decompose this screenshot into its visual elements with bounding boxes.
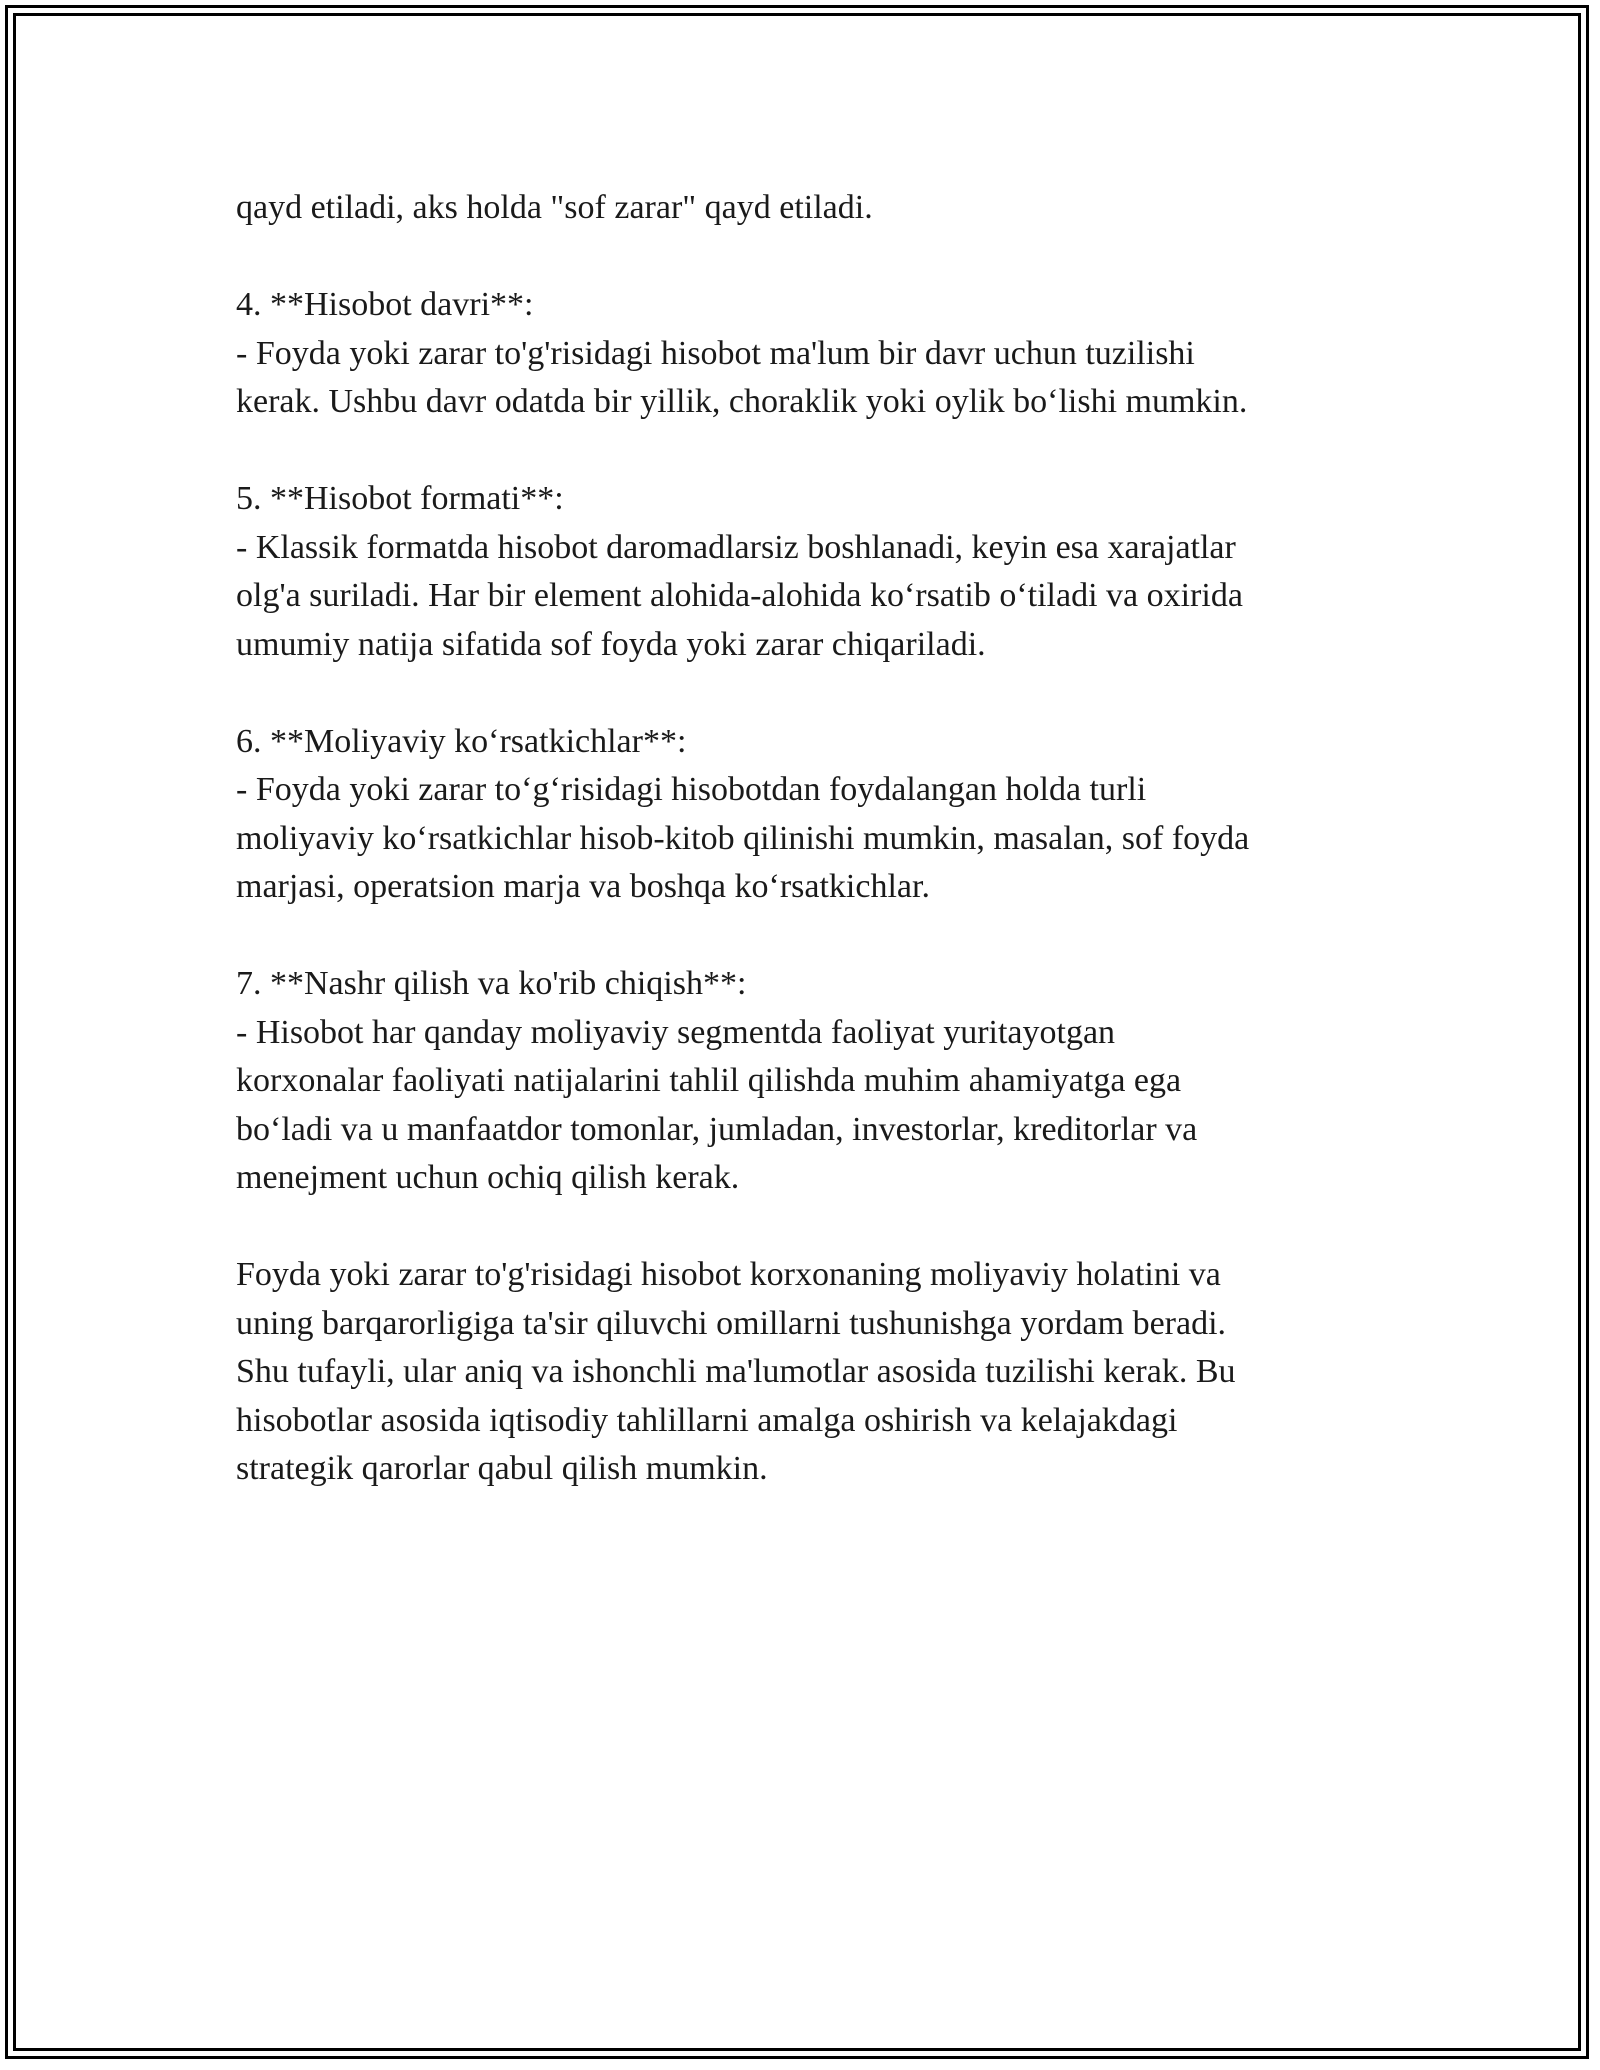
text-line: bo‘ladi va u manfaatdor tomonlar, jumladan, investorlar, kreditorlar va [236,1110,1198,1148]
document-body [236,184,1376,1494]
blank-line [236,669,1376,718]
text-line: menejment uchun ochiq qilish kerak. [236,1159,740,1196]
text-line: korxonalar faoliyati natijalarini tahlil qilishda muhim ahamiyatga ega [236,1062,1182,1099]
text-line: - Foyda yoki zarar to‘g‘risidagi hisobotdan foydalangan holda turli [236,771,1147,808]
blank-line [236,233,1376,282]
text-line: - Hisobot har qanday moliyaviy segmentda faoliyat yuritayotgan [236,1013,1116,1051]
blank-line [236,427,1376,476]
text-line: hisobotlar asosida iqtisodiy tahlillarni amalga oshirish va kelajakdagi [236,1401,1178,1439]
text-line: umumiy natija sifatida sof foyda yoki zarar chiqariladi. [236,625,986,663]
text-line: Foyda yoki zarar to'g'risidagi hisobot korxonaning moliyaviy holatini va [236,1256,1221,1293]
section-heading: 6. **Moliyaviy ko‘rsatkichlar**: [236,722,687,760]
text-line: - Klassik formatda hisobot daromadlarsiz boshlanadi, keyin esa xarajatlar [236,528,1236,566]
section-heading: 5. **Hisobot formati**: [236,480,564,517]
text-line: moliyaviy ko‘rsatkichlar hisob-kitob qilinishi mumkin, masalan, sof foyda [236,819,1250,857]
section-heading: 7. **Nashr qilish va ko'rib chiqish**: [236,965,747,1002]
text-line: - Foyda yoki zarar to'g'risidagi hisobot ma'lum bir davr uchun tuzilishi [236,334,1195,372]
text-line: olg'a suriladi. Har bir element alohida-alohida ko‘rsatib o‘tiladi va oxirida [236,577,1243,614]
text-line: marjasi, operatsion marja va boshqa ko‘rsatkichlar. [236,868,930,905]
text-line: kerak. Ushbu davr odatda bir yillik, choraklik yoki oylik bo‘lishi mumkin. [236,383,1248,420]
section-heading: 4. **Hisobot davri**: [236,286,534,323]
text-line: uning barqarorligiga ta'sir qiluvchi omillarni tushunishga yordam beradi. [236,1304,1227,1342]
text-line: Shu tufayli, ular aniq va ishonchli ma'lumotlar asosida tuzilishi kerak. Bu [236,1353,1236,1390]
blank-line [236,912,1376,961]
text-line: qayd etiladi, aks holda "sof zarar" qayd etiladi. [236,189,873,226]
blank-line [236,1203,1376,1252]
text-line: strategik qarorlar qabul qilish mumkin. [236,1450,768,1487]
